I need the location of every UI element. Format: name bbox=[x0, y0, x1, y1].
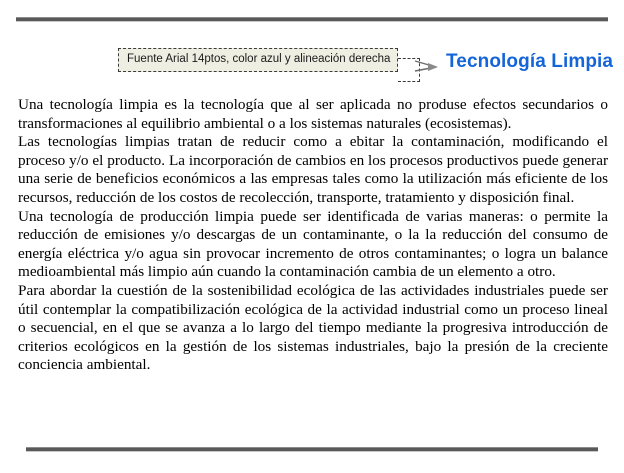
top-horizontal-rule bbox=[16, 17, 608, 22]
page-title: Tecnología Limpia bbox=[446, 51, 614, 72]
paragraph: Las tecnologías limpias tratan de reducir como a ebitar la contaminación, modificando el proceso y/o el producto. La incorporación de cambios en los procesos productivos puede generar una serie de beneficios económicos a las empresas tales como la utilización más eficiente de los recursos, reducción de los costos de recolección, transporte, tratamiento y disposición final. bbox=[18, 133, 608, 206]
annotation-callout-text: Fuente Arial 14ptos, color azul y alineación derecha bbox=[127, 53, 391, 66]
paragraph: Una tecnología de producción limpia puede ser identificada de varias maneras: o permite la reducción de emisiones y/o descargas de un contaminante, o la la reducción del consumo de energía eléctrica y/o agua sin provocar incremento de otros contaminantes; o logra un balance medioambiental más limpio aún cuando la contaminación cambia de un elemento a otro. bbox=[18, 207, 608, 281]
paragraph: Para abordar la cuestión de la sostenibilidad ecológica de las actividades industriales puede ser útil contemplar la compatibilización ecológica de la actividad industrial como un proceso lineal o secuencial, en el que se avanza a lo largo del tiempo mediante la progresiva introducción de criterios ecológicos en la gestión de los sistemas industriales, bajo la presión de la creciente conciencia ambiental. bbox=[18, 281, 608, 374]
body-copy bbox=[18, 96, 608, 375]
paragraph: Una tecnología limpia es la tecnología que al ser aplicada no produse efectos secundarios o transformaciones al equilibrio ambiental o a los sistemas naturales (ecosistemas). bbox=[18, 96, 608, 132]
annotation-callout bbox=[118, 48, 398, 72]
bottom-horizontal-rule bbox=[26, 447, 598, 452]
leader-arrow-icon bbox=[414, 58, 444, 74]
document-header bbox=[0, 44, 624, 86]
